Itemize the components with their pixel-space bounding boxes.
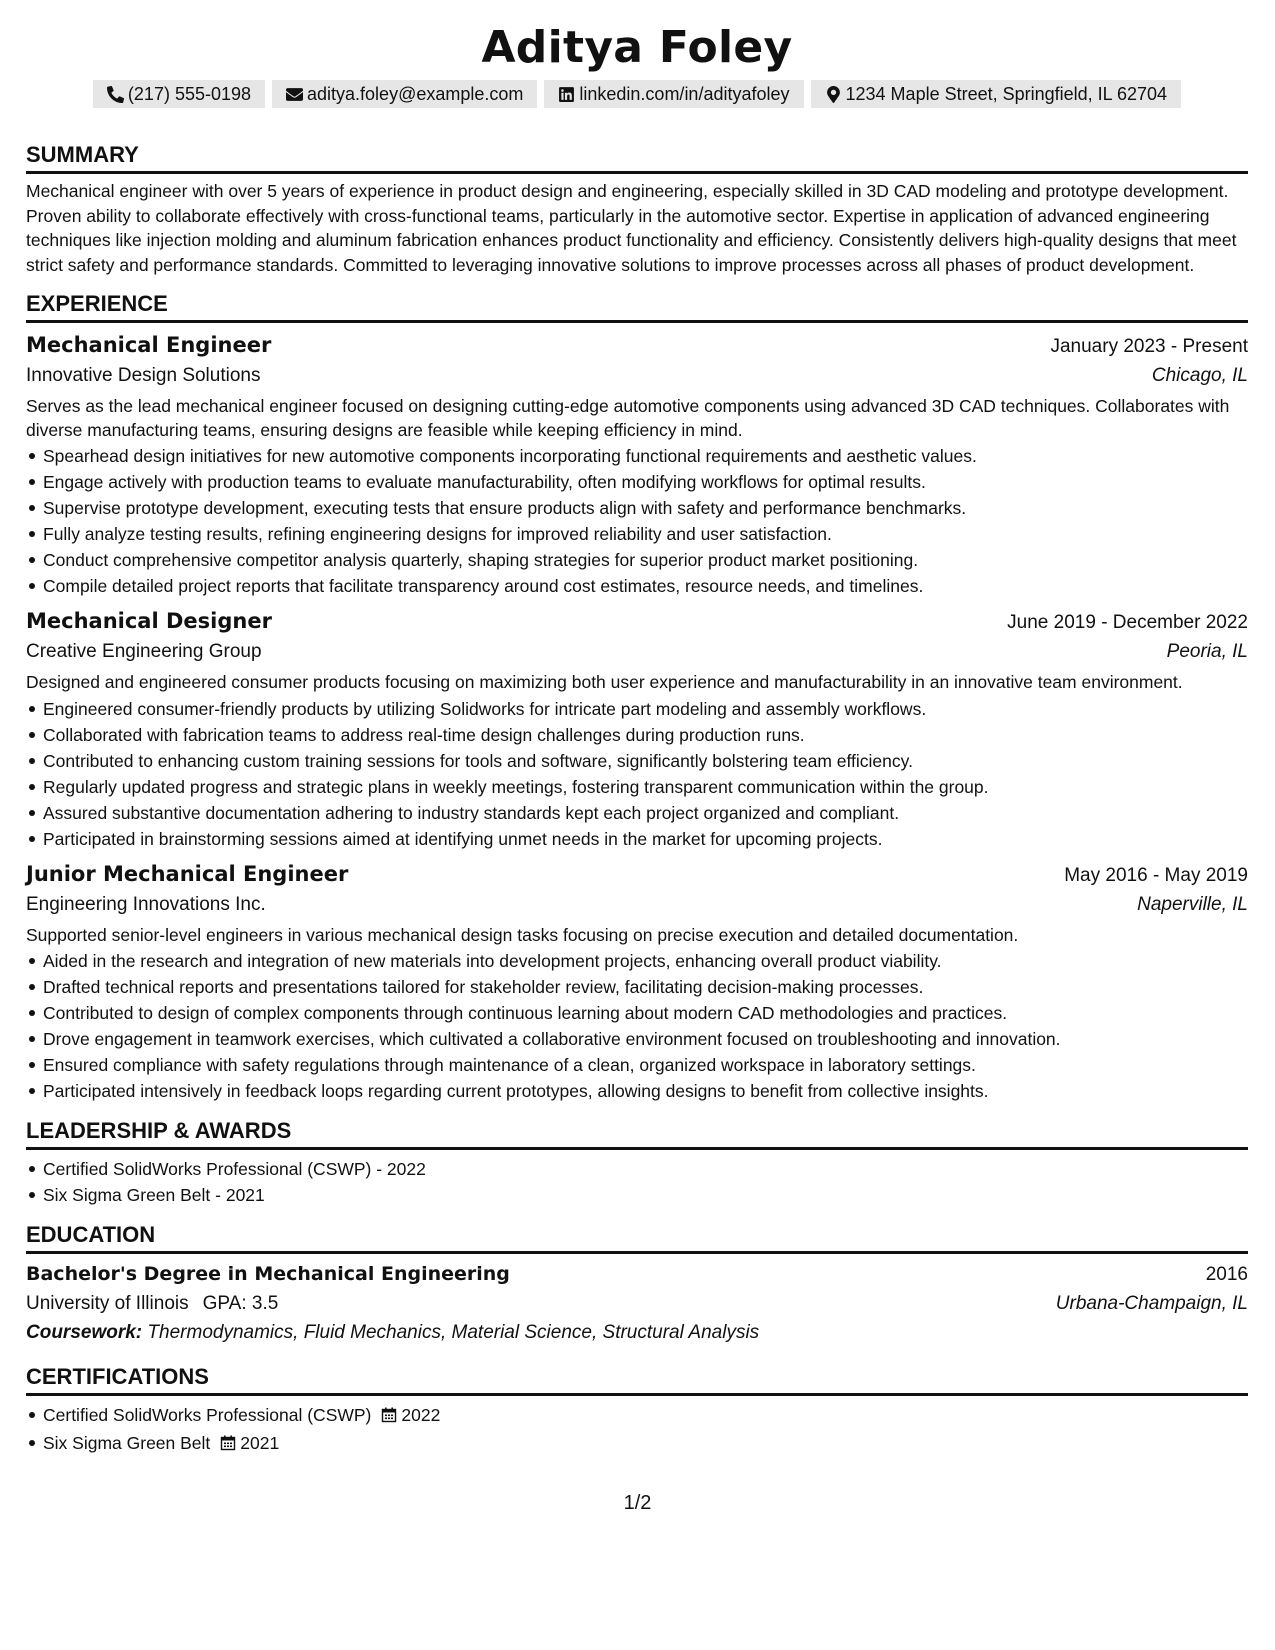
job-bullets (26, 443, 1248, 599)
list-item: Drafted technical reports and presentations tailored for stakeholder review, facilitating decision-making processes. (26, 974, 1248, 1000)
list-item: Regularly updated progress and strategic plans in weekly meetings, fostering transparent communication within the group. (26, 774, 1248, 800)
school-name: University of Illinois (26, 1293, 189, 1314)
leadership-list (26, 1156, 1248, 1208)
list-item: Participated intensively in feedback loops regarding current prototypes, allowing designs to benefit from collective insights. (26, 1078, 1248, 1104)
job-description: Serves as the lead mechanical engineer focused on designing cutting-edge automotive components using advanced 3D CAD techniques. Collaborates with diverse manufacturing teams, ensuring designs are feasible while keeping efficiency in mind. (26, 396, 1230, 440)
cert-name: Six Sigma Green Belt (43, 1433, 211, 1453)
leadership-heading: LEADERSHIP & AWARDS (26, 1118, 1248, 1150)
job-title: Junior Mechanical Engineer (26, 861, 349, 886)
address-text: 1234 Maple Street, Springfield, IL 62704 (845, 84, 1168, 104)
degree-year: 2016 (1205, 1264, 1248, 1285)
job-dates: January 2023 - Present (1050, 336, 1248, 357)
job-location: Peoria, IL (1166, 641, 1248, 662)
job-bullets (26, 696, 1248, 852)
job-entry (26, 859, 1248, 1105)
coursework (26, 1318, 1248, 1348)
map-marker-icon (825, 86, 842, 103)
coursework-label: Coursework: (26, 1322, 143, 1343)
list-item: Assured substantive documentation adhering to industry standards kept each project organized and compliant. (26, 800, 1248, 826)
phone-icon (107, 86, 124, 103)
coursework-list: Thermodynamics, Fluid Mechanics, Material Science, Structural Analysis (147, 1322, 760, 1343)
envelope-icon (286, 86, 303, 103)
page-number: 1/2 (623, 1492, 652, 1514)
list-item: Compile detailed project reports that facilitate transparency around cost estimates, resource needs, and timelines. (26, 573, 1248, 599)
email-chip[interactable] (272, 80, 537, 108)
calendar-icon (381, 1404, 397, 1430)
linkedin-icon (558, 86, 575, 103)
school-location: Urbana-Champaign, IL (1055, 1293, 1248, 1314)
list-item: Participated in brainstorming sessions aimed at identifying unmet needs in the market for upcoming projects. (26, 826, 1248, 852)
job-company: Creative Engineering Group (26, 641, 262, 662)
education-heading: EDUCATION (26, 1222, 1248, 1254)
list-item: Collaborated with fabrication teams to address real-time design challenges during production runs. (26, 722, 1248, 748)
phone-chip[interactable] (93, 80, 265, 108)
job-dates: May 2016 - May 2019 (1064, 864, 1248, 886)
list-item (26, 1430, 1248, 1458)
list-item: Six Sigma Green Belt - 2021 (26, 1182, 1248, 1208)
list-item: Contributed to enhancing custom training sessions for tools and software, significantly bolstering team efficiency. (26, 748, 1248, 774)
calendar-icon (220, 1432, 236, 1458)
school-line (26, 1290, 278, 1318)
cert-name: Certified SolidWorks Professional (CSWP) (43, 1405, 372, 1425)
certifications-section (26, 1364, 1248, 1458)
degree-title: Bachelor's Degree in Mechanical Engineering (26, 1263, 510, 1285)
list-item: Conduct comprehensive competitor analysis quarterly, shaping strategies for superior product market positioning. (26, 547, 1248, 573)
linkedin-chip[interactable] (544, 80, 803, 108)
job-location: Naperville, IL (1137, 893, 1248, 915)
job-description: Supported senior-level engineers in various mechanical design tasks focusing on precise execution and detailed documentation. (26, 924, 1019, 945)
linkedin-text: linkedin.com/in/adityafoley (579, 84, 790, 104)
summary-section (26, 142, 1248, 277)
job-entry (26, 606, 1248, 852)
job-company: Engineering Innovations Inc. (26, 893, 266, 915)
list-item (26, 1402, 1248, 1430)
summary-heading: SUMMARY (26, 142, 1248, 174)
list-item: Supervise prototype development, executing tests that ensure products align with safety and performance benchmarks. (26, 495, 1248, 521)
contact-bar (26, 80, 1248, 108)
list-item: Contributed to design of complex components through continuous learning about modern CAD methodologies and practices. (26, 1000, 1248, 1026)
resume-page (26, 0, 1248, 1458)
job-description: Designed and engineered consumer products focusing on maximizing both user experience and manufacturability in an innovative team environment. (26, 672, 1183, 692)
certifications-heading: CERTIFICATIONS (26, 1364, 1248, 1396)
job-company: Innovative Design Solutions (26, 365, 261, 386)
email-text: aditya.foley@example.com (307, 84, 524, 104)
candidate-name: Aditya Foley (481, 22, 793, 73)
address-chip (811, 80, 1182, 108)
list-item: Certified SolidWorks Professional (CSWP) - 2022 (26, 1156, 1248, 1182)
list-item: Engage actively with production teams to evaluate manufacturability, often modifying workflows for optimal results. (26, 469, 1248, 495)
list-item: Engineered consumer-friendly products by utilizing Solidworks for intricate part modeling and assembly workflows. (26, 696, 1248, 722)
job-dates: June 2019 - December 2022 (1007, 612, 1248, 633)
list-item: Fully analyze testing results, refining engineering designs for improved reliability and user satisfaction. (26, 521, 1248, 547)
summary-text: Mechanical engineer with over 5 years of experience in product design and engineering, especially skilled in 3D CAD modeling and prototype development. Proven ability to collaborate effectively with cross-functional teams, particularly in the automotive sector. Expertise in application of advanced engineering techniques like injection molding and aluminum fabrication enhances product functionality and efficiency. Consistently delivers high-quality designs that meet strict safety and performance standards. Committed to leveraging innovative solutions to improve processes across all phases of product development. (26, 181, 1237, 275)
job-title: Mechanical Engineer (26, 333, 272, 357)
experience-section (26, 291, 1248, 1104)
list-item: Spearhead design initiatives for new automotive components incorporating functional requirements and aesthetic values. (26, 443, 1248, 469)
cert-year: 2022 (401, 1405, 441, 1425)
job-title: Mechanical Designer (26, 609, 272, 633)
phone-text: (217) 555-0198 (127, 84, 252, 104)
list-item: Ensured compliance with safety regulations through maintenance of a clean, organized workspace in laboratory settings. (26, 1052, 1248, 1078)
list-item: Drove engagement in teamwork exercises, which cultivated a collaborative environment focused on troubleshooting and innovation. (26, 1026, 1248, 1052)
job-entry (26, 330, 1248, 599)
job-location: Chicago, IL (1151, 365, 1248, 386)
list-item: Aided in the research and integration of new materials into development projects, enhancing overall product viability. (26, 948, 1248, 974)
experience-heading: EXPERIENCE (26, 291, 1248, 323)
education-section (26, 1222, 1248, 1348)
job-bullets (26, 948, 1248, 1104)
gpa: GPA: 3.5 (202, 1293, 279, 1314)
certifications-list (26, 1402, 1248, 1458)
cert-year: 2021 (240, 1433, 280, 1453)
leadership-section (26, 1118, 1248, 1208)
